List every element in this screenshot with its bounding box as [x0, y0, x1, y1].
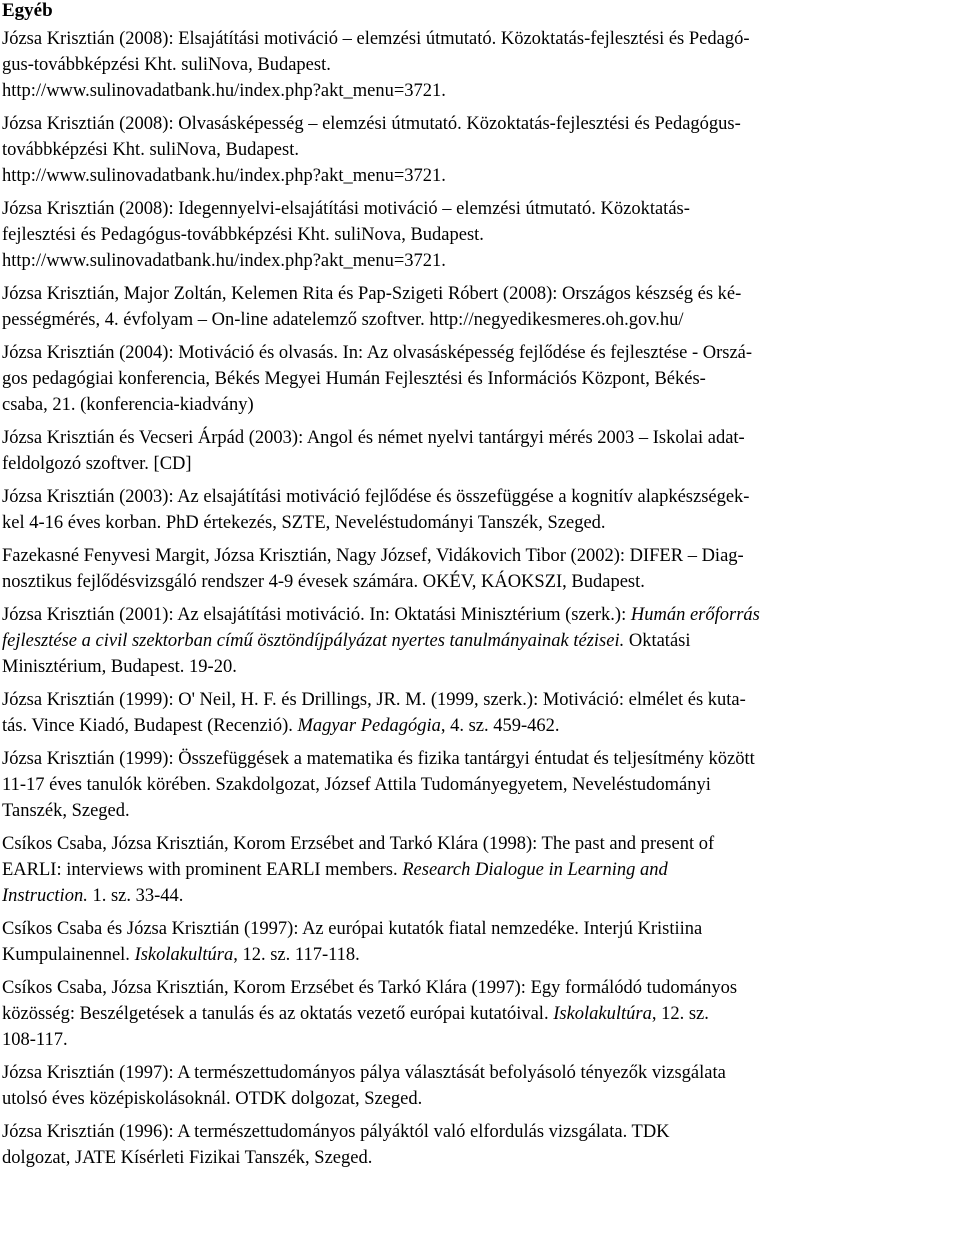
reference-text: EARLI: interviews with prominent EARLI members.: [2, 860, 403, 880]
reference-entry: [2, 111, 942, 189]
reference-line: [2, 628, 942, 654]
reference-line: [2, 857, 942, 883]
reference-line: [2, 52, 942, 78]
italic-title: fejlesztése a civil szektorban című ösztöndíjpályázat nyertes tanulmányainak tézisei.: [2, 631, 625, 651]
reference-text: feldolgozó szoftver. [CD]: [2, 454, 192, 474]
reference-text: Józsa Krisztián (2008): Idegennyelvi-elsajátítási motiváció – elemzési útmutató. Közoktatás-: [2, 199, 690, 219]
reference-text: Csíkos Csaba, Józsa Krisztián, Korom Erzsébet és Tarkó Klára (1997): Egy formálódó tudományos: [2, 978, 738, 998]
reference-line: [2, 1119, 942, 1145]
reference-line: [2, 883, 942, 909]
reference-entry: [2, 543, 942, 595]
reference-entry: [2, 916, 942, 968]
reference-entry: [2, 484, 942, 536]
reference-line: [2, 392, 942, 418]
reference-line: [2, 1060, 942, 1086]
reference-line: [2, 425, 942, 451]
reference-text: Józsa Krisztián (2001): Az elsajátítási motiváció. In: Oktatási Minisztérium (szerk.):: [2, 605, 631, 625]
reference-line: [2, 713, 942, 739]
reference-text: gus-továbbképzési Kht. suliNova, Budapest.: [2, 55, 331, 75]
reference-line: [2, 451, 942, 477]
reference-text: http://www.sulinovadatbank.hu/index.php?akt_menu=3721.: [2, 251, 446, 271]
reference-text: utolsó éves középiskolásoknál. OTDK dolgozat, Szeged.: [2, 1089, 423, 1109]
reference-text: Csíkos Csaba, Józsa Krisztián, Korom Erzsébet and Tarkó Klára (1998): The past and present of: [2, 834, 715, 854]
reference-line: [2, 687, 942, 713]
reference-line: [2, 975, 942, 1001]
reference-text: Minisztérium, Budapest. 19-20.: [2, 657, 237, 677]
reference-line: [2, 248, 942, 274]
reference-text: csaba, 21. (konferencia-kiadvány): [2, 395, 254, 415]
reference-text: Józsa Krisztián (1997): A természettudományos pálya választását befolyásoló tényezők vizsgálata: [2, 1063, 726, 1083]
reference-text: Józsa Krisztián (2003): Az elsajátítási motiváció fejlődése és összefüggése a kognitív alapkészségek-: [2, 487, 750, 507]
reference-text: fejlesztési és Pedagógus-továbbképzési Kht. suliNova, Budapest.: [2, 225, 484, 245]
reference-line: [2, 137, 942, 163]
reference-entry: [2, 831, 942, 909]
reference-entry: [2, 687, 942, 739]
reference-text: Józsa Krisztián (2008): Elsajátítási motiváció – elemzési útmutató. Közoktatás-fejlesztési és Pedagó-: [2, 29, 750, 49]
italic-title: Humán erőforrás: [630, 605, 760, 625]
reference-text: gos pedagógiai konferencia, Békés Megyei Humán Fejlesztési és Információs Központ, Békés-: [2, 369, 706, 389]
reference-line: [2, 222, 942, 248]
reference-text: Tanszék, Szeged.: [2, 801, 130, 821]
reference-line: [2, 772, 942, 798]
reference-text: pességmérés, 4. évfolyam – On-line adatelemző szoftver. http://negyedikesmeres.oh.gov.hu/: [2, 310, 684, 330]
italic-title: Iskolakultúra: [134, 945, 234, 965]
reference-line: [2, 281, 942, 307]
reference-line: [2, 510, 942, 536]
reference-entry: [2, 281, 942, 333]
reference-line: [2, 1086, 942, 1112]
reference-entry: [2, 1060, 942, 1112]
reference-text: továbbképzési Kht. suliNova, Budapest.: [2, 140, 299, 160]
reference-entry: [2, 975, 942, 1053]
reference-line: [2, 1027, 942, 1053]
reference-entry: [2, 1119, 942, 1171]
reference-line: [2, 942, 942, 968]
reference-text: Józsa Krisztián, Major Zoltán, Kelemen Rita és Pap-Szigeti Róbert (2008): Országos készség és ké-: [2, 284, 742, 304]
reference-entry: [2, 196, 942, 274]
italic-title: Magyar Pedagógia: [297, 716, 441, 736]
reference-text: Csíkos Csaba és Józsa Krisztián (1997): Az európai kutatók fiatal nemzedéke. Interjú Kristiina: [2, 919, 703, 939]
italic-title: Research Dialogue in Learning and: [402, 860, 668, 880]
reference-text: Józsa Krisztián (2004): Motiváció és olvasás. In: Az olvasásképesség fejlődése és fejlesztése - Orszá-: [2, 343, 753, 363]
reference-line: [2, 916, 942, 942]
reference-text: Józsa Krisztián (2008): Olvasásképesség – elemzési útmutató. Közoktatás-fejlesztési és Pedagógus-: [2, 114, 741, 134]
reference-entry: [2, 26, 942, 104]
italic-title: Instruction.: [2, 886, 88, 906]
reference-entry: [2, 425, 942, 477]
reference-text: http://www.sulinovadatbank.hu/index.php?akt_menu=3721.: [2, 81, 446, 101]
reference-text: nosztikus fejlődésvizsgáló rendszer 4-9 évesek számára. OKÉV, KÁOKSZI, Budapest.: [2, 572, 645, 592]
reference-line: [2, 484, 942, 510]
reference-text: Józsa Krisztián (1996): A természettudományos pályáktól való elfordulás vizsgálata. TDK: [2, 1122, 670, 1142]
reference-entry: [2, 746, 942, 824]
reference-line: [2, 307, 942, 333]
reference-line: [2, 831, 942, 857]
reference-text: Oktatási: [624, 631, 691, 651]
reference-text: közösség: Beszélgetések a tanulás és az oktatás vezető európai kutatóival.: [2, 1004, 554, 1024]
reference-line: [2, 111, 942, 137]
reference-line: [2, 798, 942, 824]
reference-text: 11-17 éves tanulók körében. Szakdolgozat, József Attila Tudományegyetem, Neveléstudományi: [2, 775, 711, 795]
reference-text: Kumpulainennel.: [2, 945, 135, 965]
reference-entry: [2, 340, 942, 418]
reference-line: [2, 1145, 942, 1171]
reference-line: [2, 654, 942, 680]
reference-text: , 4. sz. 459-462.: [440, 716, 560, 736]
reference-text: Józsa Krisztián (1999): Összefüggések a matematika és fizika tantárgyi éntudat és teljesítmény között: [2, 749, 755, 769]
reference-text: tás. Vince Kiadó, Budapest (Recenzió).: [2, 716, 298, 736]
reference-list: [2, 26, 942, 1171]
reference-text: Józsa Krisztián és Vecseri Árpád (2003): Angol és német nyelvi tantárgyi mérés 2003 – Iskolai adat-: [2, 428, 745, 448]
reference-line: [2, 569, 942, 595]
reference-line: [2, 602, 942, 628]
reference-line: [2, 366, 942, 392]
reference-line: [2, 78, 942, 104]
section-title: Egyéb: [2, 0, 53, 21]
reference-text: http://www.sulinovadatbank.hu/index.php?akt_menu=3721.: [2, 166, 446, 186]
reference-text: , 12. sz.: [651, 1004, 709, 1024]
reference-line: [2, 746, 942, 772]
reference-text: Józsa Krisztián (1999): O' Neil, H. F. és Drillings, JR. M. (1999, szerk.): Motiváció: elmélet és kuta-: [2, 690, 746, 710]
reference-text: 1. sz. 33-44.: [87, 886, 184, 906]
reference-text: , 12. sz. 117-118.: [233, 945, 360, 965]
reference-entry: [2, 602, 942, 680]
reference-text: kel 4-16 éves korban. PhD értekezés, SZTE, Neveléstudományi Tanszék, Szeged.: [2, 513, 606, 533]
reference-line: [2, 340, 942, 366]
reference-line: [2, 163, 942, 189]
reference-text: 108-117.: [2, 1030, 68, 1050]
reference-line: [2, 196, 942, 222]
reference-text: dolgozat, JATE Kísérleti Fizikai Tanszék, Szeged.: [2, 1148, 373, 1168]
italic-title: Iskolakultúra: [553, 1004, 652, 1024]
reference-line: [2, 1001, 942, 1027]
reference-text: Fazekasné Fenyvesi Margit, Józsa Krisztián, Nagy József, Vidákovich Tibor (2002): DIFER – Diag-: [2, 546, 744, 566]
reference-line: [2, 543, 942, 569]
reference-line: [2, 26, 942, 52]
